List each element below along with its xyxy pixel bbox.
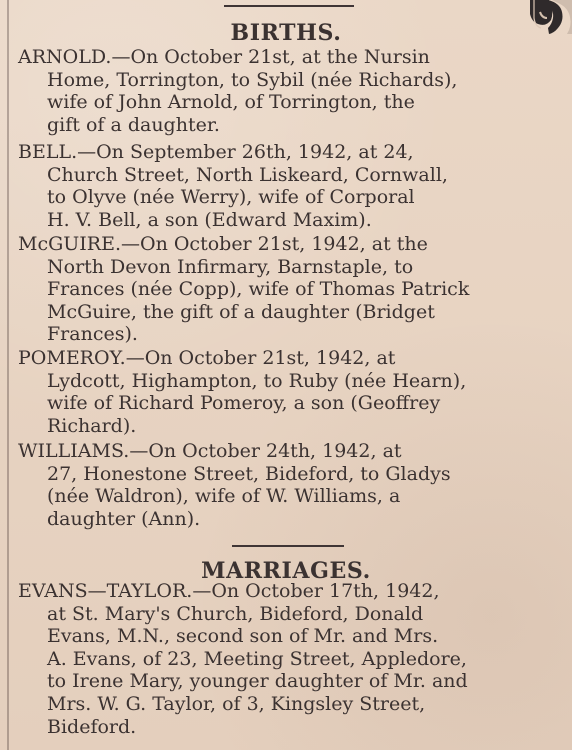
notice-line: to Olyve (née Werry), wife of Corporal — [47, 186, 415, 209]
notice-line: EVANS—TAYLOR.—On October 17th, 1942, — [18, 580, 440, 602]
birth-notice-mcguire — [18, 233, 554, 346]
notice-line: Richard). — [47, 414, 137, 437]
notice-line: Lydcott, Highampton, to Ruby (née Hearn), — [47, 369, 467, 392]
notice-line: McGuire, the gift of a daughter (Bridget — [47, 300, 435, 323]
notice-line: POMEROY.—On October 21st, 1942, at — [18, 347, 396, 369]
birth-notice-bell — [18, 141, 554, 231]
section-divider-rule — [232, 545, 344, 547]
left-column-rule — [7, 0, 9, 750]
birth-notice-pomeroy — [18, 347, 554, 437]
notice-line: 27, Honestone Street, Bideford, to Gladys — [47, 462, 451, 485]
marriages-section — [18, 550, 554, 750]
notice-line: Church Street, North Liskeard, Cornwall, — [47, 163, 448, 186]
notice-line: McGUIRE.—On October 21st, 1942, at the — [18, 233, 428, 255]
notice-line: Frances). — [47, 323, 138, 346]
notice-line: ARNOLD.—On October 21st, at the Nursin — [18, 46, 430, 68]
births-section — [18, 0, 554, 540]
notice-line: North Devon Infirmary, Barnstaple, to — [47, 255, 414, 278]
notice-line: BELL.—On September 26th, 1942, at 24, — [18, 141, 414, 163]
births-heading: BIRTHS. — [230, 20, 342, 46]
notice-line: (née Waldron), wife of W. Williams, a — [47, 485, 401, 508]
notice-line: gift of a daughter. — [47, 113, 220, 136]
notice-line: Bideford. — [47, 715, 137, 738]
notice-line: at St. Mary's Church, Bideford, Donald — [47, 602, 424, 625]
notice-line: to Irene Mary, younger daughter of Mr. and — [47, 670, 468, 693]
notice-line: Home, Torrington, to Sybil (née Richards), — [47, 68, 458, 91]
marriages-heading: MARRIAGES. — [201, 558, 371, 584]
notice-line: Frances (née Copp), wife of Thomas Patrick — [47, 278, 470, 301]
notice-line: A. Evans, of 23, Meeting Street, Appledore, — [47, 647, 467, 670]
marriage-notice-evans-taylor — [18, 580, 554, 738]
birth-notice-arnold — [18, 46, 554, 136]
notice-line: WILLIAMS.—On October 24th, 1942, at — [18, 440, 402, 462]
notice-line: wife of John Arnold, of Torrington, the — [47, 91, 415, 114]
notice-line: daughter (Ann). — [47, 507, 201, 530]
notice-line: Mrs. W. G. Taylor, of 3, Kingsley Street, — [47, 692, 426, 715]
notice-line: Evans, M.N., second son of Mr. and Mrs. — [47, 625, 439, 648]
notice-line: wife of Richard Pomeroy, a son (Geoffrey — [47, 392, 441, 415]
notice-line: H. V. Bell, a son (Edward Maxim). — [47, 208, 372, 231]
birth-notice-williams — [18, 440, 554, 530]
